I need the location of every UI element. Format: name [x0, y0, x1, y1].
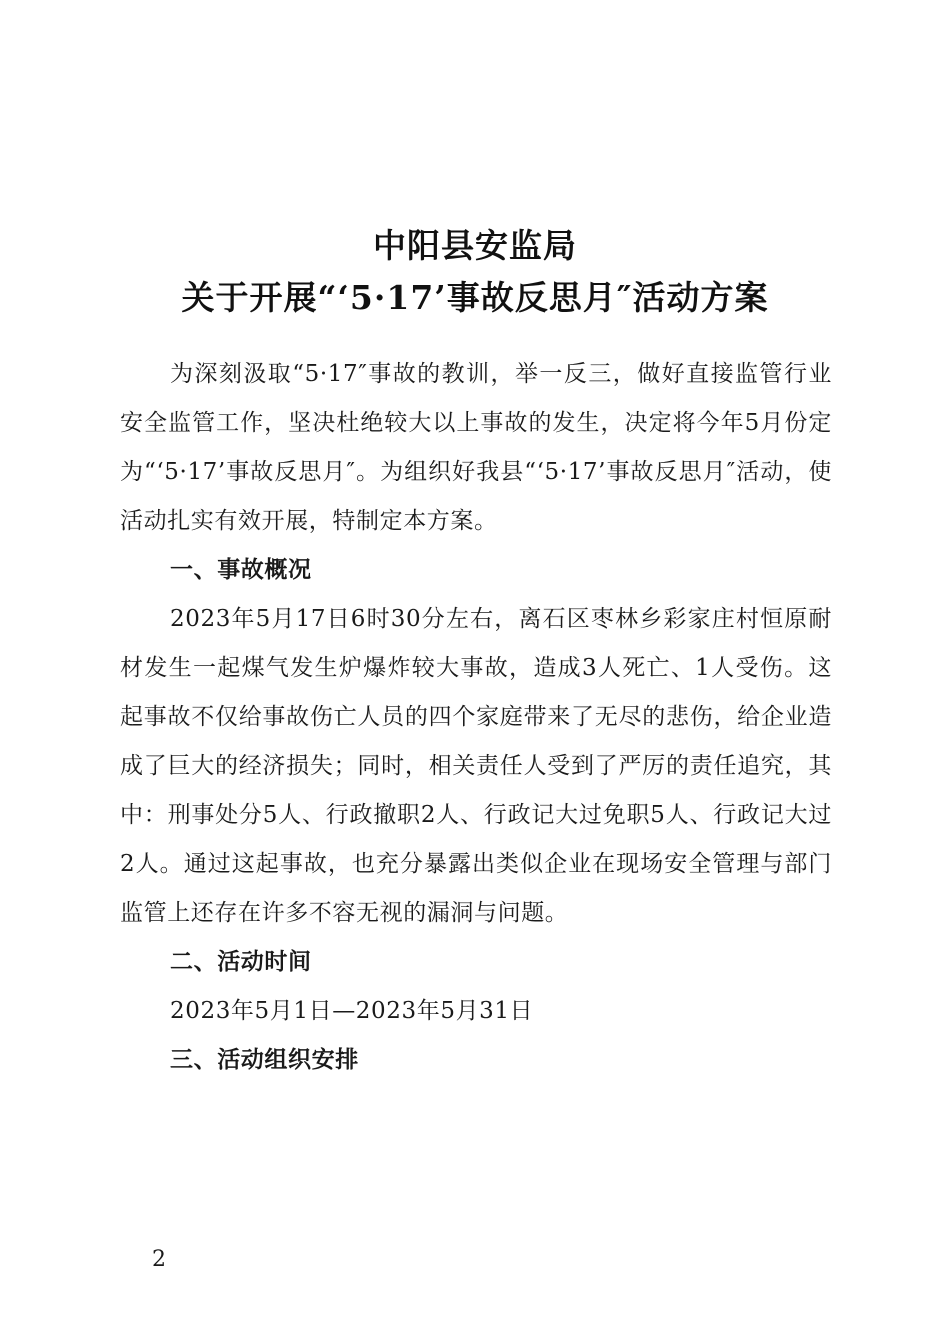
document-body: [120, 350, 832, 1085]
section1-heading: 一、事故概况: [170, 557, 312, 583]
document-title-line2: 关于开展“‘5·17’事故反思月″活动方案: [181, 278, 769, 317]
page-number: 2: [152, 1247, 166, 1272]
document-title-line1: 中阳县安监局: [373, 226, 577, 265]
intro-paragraph: 为深刻汲取“5·17″事故的教训，举一反三，做好直接监管行业安全监管工作，坚决杜绝较大以上事故的发生，决定将今年5月份定为“‘5·17’事故反思月″。为组织好我县“‘5·17’事故反思月″活动，使活动扎实有效开展，特制定本方案。: [120, 361, 832, 534]
section3-heading: 三、活动组织安排: [170, 1047, 359, 1073]
section1-paragraph: 2023年5月17日6时30分左右，离石区枣林乡彩家庄村恒原耐材发生一起煤气发生炉爆炸较大事故，造成3人死亡、1人受伤。这起事故不仅给事故伤亡人员的四个家庭带来了无尽的悲伤，给企业造成了巨大的经济损失；同时，相关责任人受到了严厉的责任追究，其中：刑事处分5人、行政撤职2人、行政记大过免职5人、行政记大过2人。通过这起事故，也充分暴露出类似企业在现场安全管理与部门监管上还存在许多不容无视的漏洞与问题。: [120, 606, 832, 926]
section2-paragraph: 2023年5月1日—2023年5月31日: [170, 998, 534, 1024]
section2-heading: 二、活动时间: [170, 949, 312, 975]
